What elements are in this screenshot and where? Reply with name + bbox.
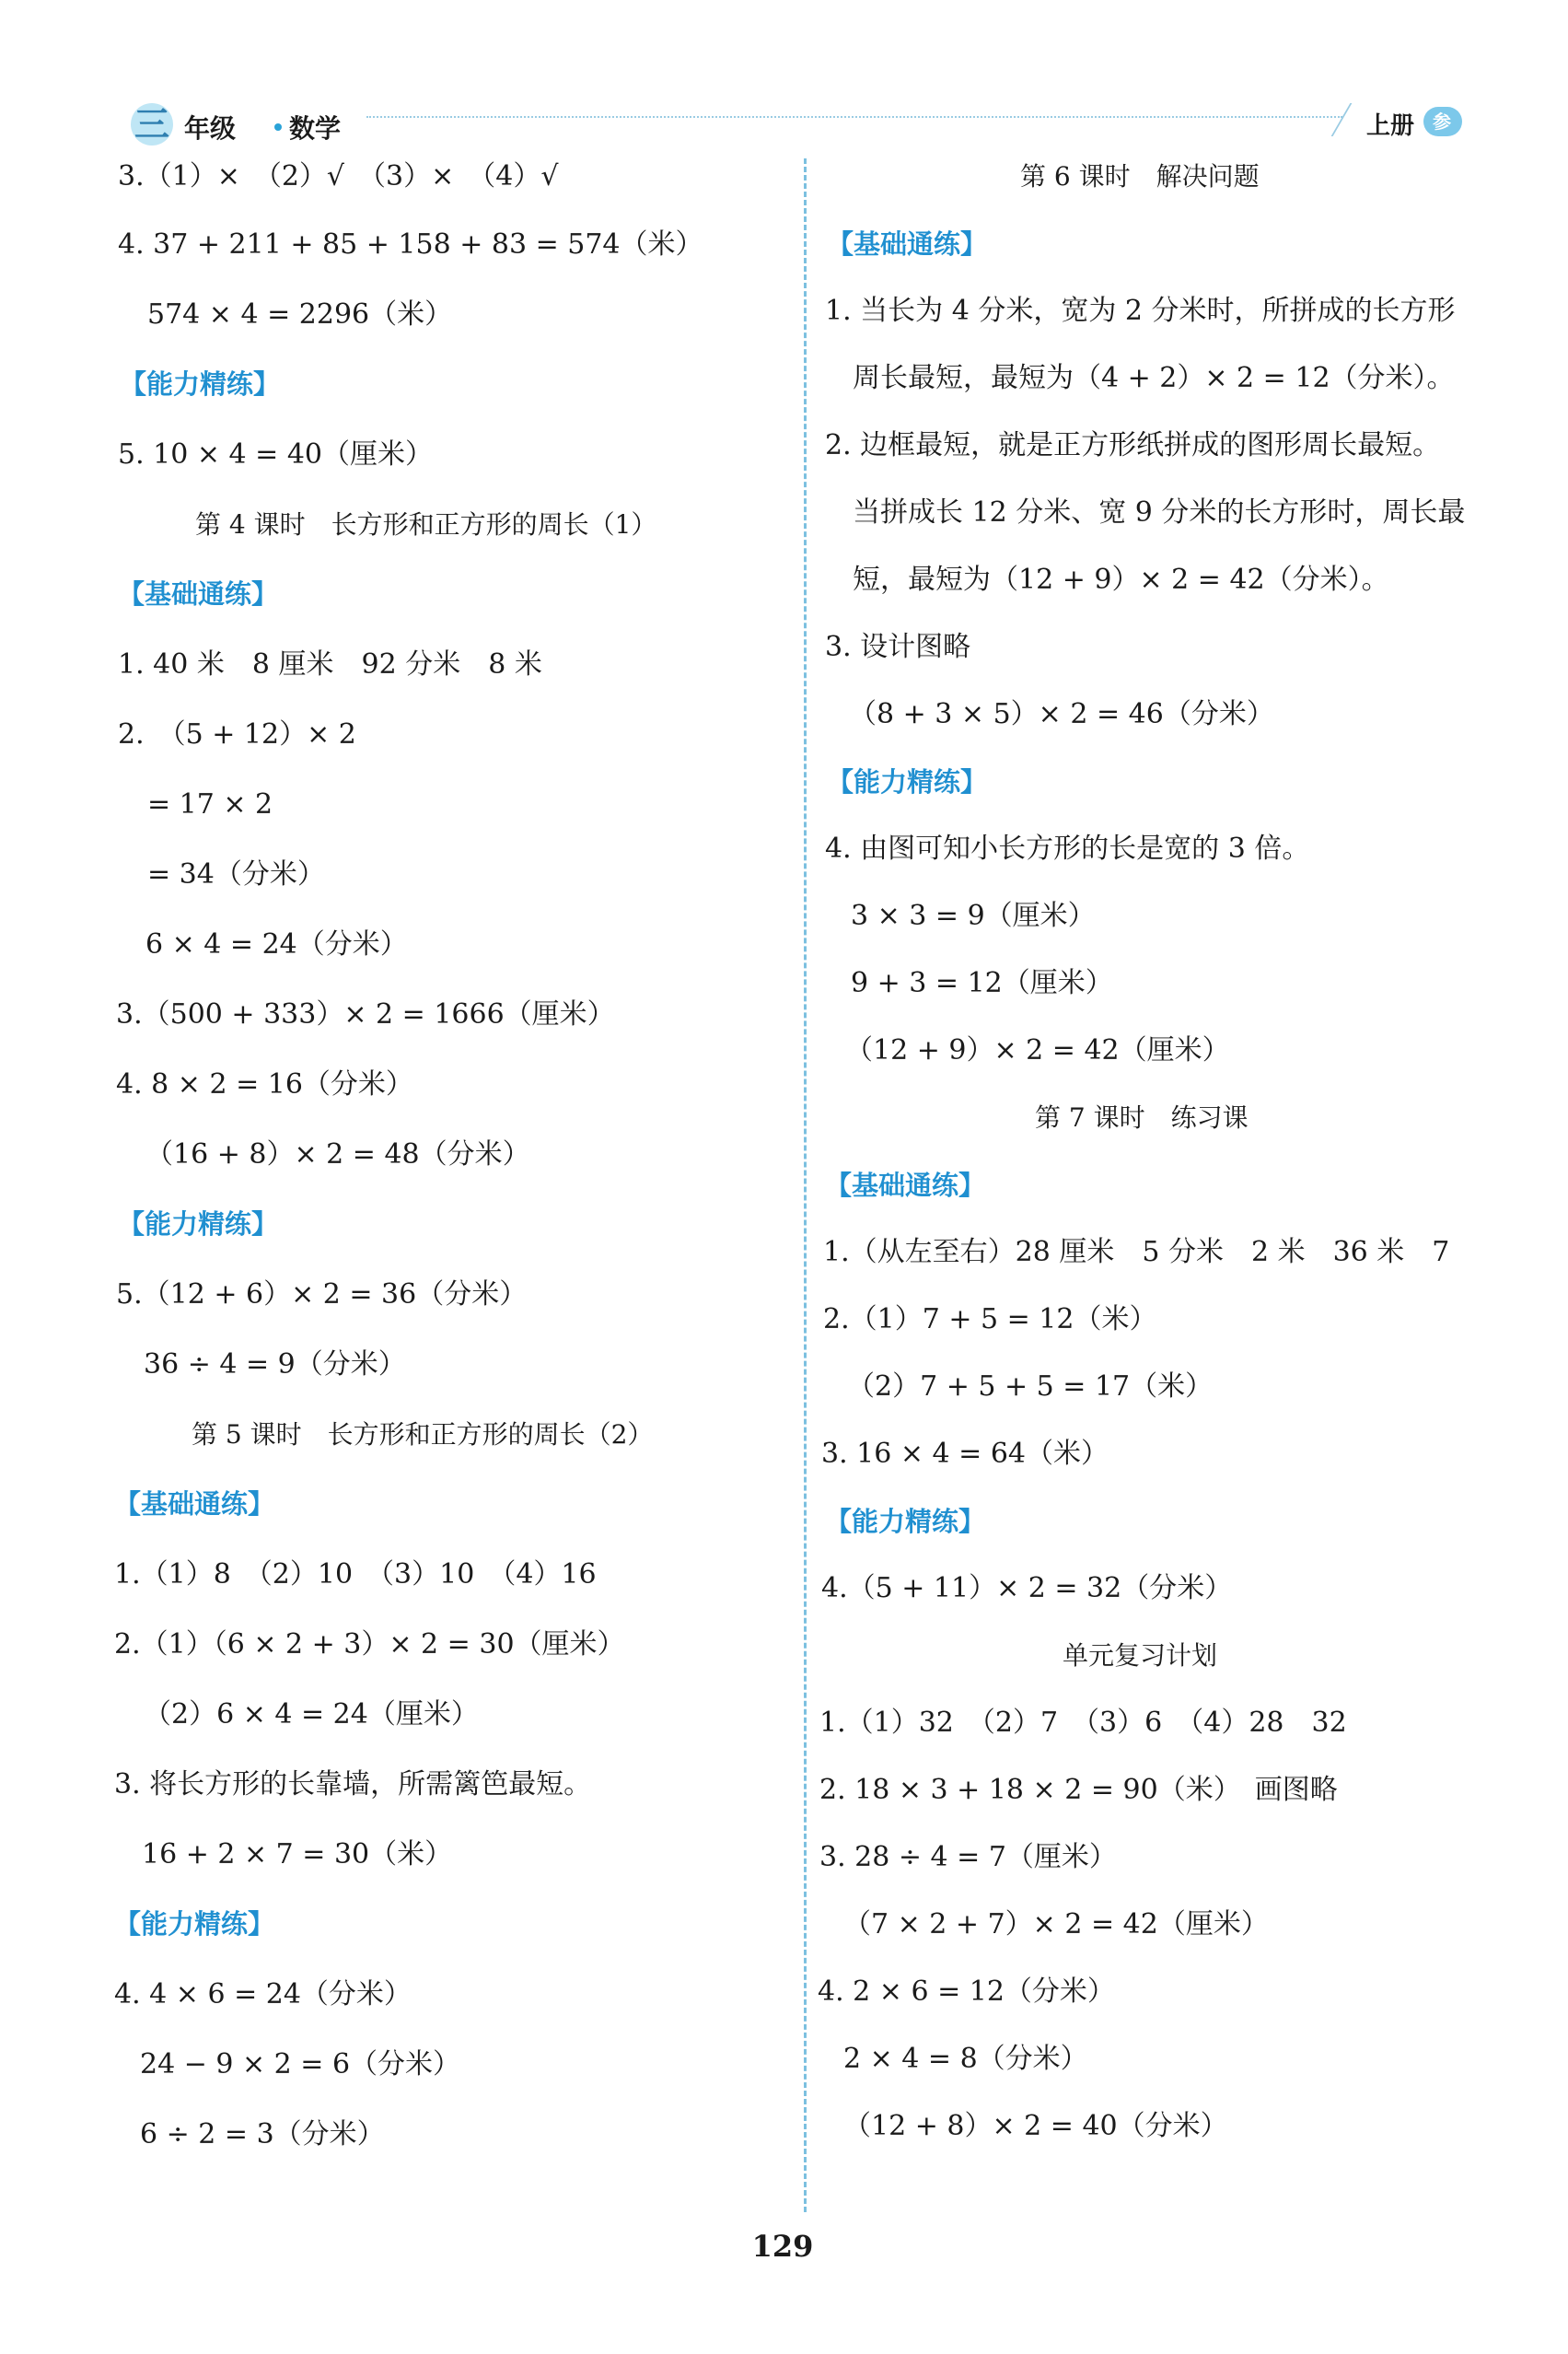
lesson-title: 第 5 课时 长方形和正方形的周长（2） [192,1419,654,1450]
answer-line: 2. 18 × 3 + 18 × 2 = 90（米） 画图略 [819,1774,1338,1806]
answer-line: 3. 16 × 4 = 64（米） [821,1438,1109,1470]
answer-line: 4. 8 × 2 = 16（分米） [116,1068,413,1101]
section-heading: 【基础通练】 [114,1488,275,1520]
answer-line: 1. 40 米 8 厘米 92 分米 8 米 [118,648,542,681]
subject-label: 数学 [289,113,342,144]
section-heading: 【能力精练】 [118,1208,279,1240]
answer-line: 5.（12 + 6）× 2 = 36（分米） [116,1278,528,1311]
answer-line: 1.（1）8 （2）10 （3）10 （4）16 [114,1558,597,1591]
page-number: 129 [751,2229,814,2264]
answer-line: 4.（5 + 11）× 2 = 32（分米） [821,1572,1233,1604]
answer-line: （16 + 8）× 2 = 48（分米） [145,1138,530,1171]
section-heading: 【基础通练】 [118,578,279,610]
separator-dot-icon [274,123,282,131]
section-heading: 【能力精练】 [825,1506,986,1537]
answer-line: 短，最短为（12 + 9）× 2 = 42（分米）。 [853,564,1389,596]
answer-line: 2.（1）（6 × 2 + 3）× 2 = 30（厘米） [114,1628,625,1661]
lesson-title: 第 7 课时 练习课 [1035,1102,1249,1133]
answer-line: 1.（1）32 （2）7 （3）6 （4）28 32 [819,1707,1347,1739]
grade-badge: 三 [131,103,173,146]
answer-line: = 34（分米） [147,858,325,891]
answer-line: 3 × 3 = 9（厘米） [851,900,1096,932]
section-heading: 【基础通练】 [825,1170,986,1201]
answer-line: 24 − 9 × 2 = 6（分米） [140,2048,461,2080]
answer-line: （12 + 9）× 2 = 42（厘米） [845,1034,1230,1066]
answer-line: 3. 28 ÷ 4 = 7（厘米） [819,1841,1117,1873]
answer-line: 3.（500 + 333）× 2 = 1666（厘米） [116,998,615,1031]
answer-line: 6 ÷ 2 = 3（分米） [140,2118,385,2150]
answer-line: 6 × 4 = 24（分米） [145,928,408,961]
section-heading: 【能力精练】 [827,766,988,798]
section-heading: 【基础通练】 [827,228,988,260]
answer-line: 5. 10 × 4 = 40（厘米） [118,438,434,471]
answer-line: （2）7 + 5 + 5 = 17（米） [847,1370,1214,1403]
answer-line: 16 + 2 × 7 = 30（米） [142,1838,453,1870]
answer-line: = 17 × 2 [147,788,273,821]
answer-line: 4. 由图可知小长方形的长是宽的 3 倍。 [825,833,1310,865]
volume-label: 上册 [1366,112,1415,140]
section-heading: 【能力精练】 [120,368,281,400]
column-divider [804,158,807,2212]
section-heading: 【能力精练】 [114,1908,275,1940]
answer-line: 1. 当长为 4 分米，宽为 2 分米时，所拼成的长方形 [825,295,1456,327]
grade-label: 年级 [184,113,237,144]
answer-line: 3.（1）× （2）√ （3）× （4）√ [118,160,559,192]
answer-line: 574 × 4 = 2296（米） [147,298,453,331]
answer-line: （7 × 2 + 7）× 2 = 42（厘米） [843,1908,1269,1940]
answer-line: 4. 4 × 6 = 24（分米） [114,1978,412,2010]
lesson-title: 单元复习计划 [1063,1640,1218,1671]
answer-line: （8 + 3 × 5）× 2 = 46（分米） [849,698,1274,730]
header-slash [1331,103,1353,136]
lesson-title: 第 4 课时 长方形和正方形的周长（1） [195,509,657,540]
answer-badge: 参考答案 [1423,107,1462,136]
answer-line: 周长最短，最短为（4 + 2）× 2 = 12（分米）。 [853,362,1455,394]
answer-line: （2）6 × 4 = 24（厘米） [144,1698,479,1731]
answer-line: 3. 将长方形的长靠墙，所需篱笆最短。 [114,1768,592,1800]
answer-line: 2 × 4 = 8（分米） [843,2043,1088,2075]
answer-line: 1.（从左至右）28 厘米 5 分米 2 米 36 米 7 [823,1236,1450,1268]
answer-line: 当拼成长 12 分米、宽 9 分米的长方形时，周长最 [853,496,1466,529]
answer-line: 4. 2 × 6 = 12（分米） [818,1975,1115,2008]
answer-line: 3. 设计图略 [825,631,971,663]
answer-line: 2. 边框最短，就是正方形纸拼成的图形周长最短。 [825,429,1441,461]
answer-line: 2.（1）7 + 5 = 12（米） [823,1303,1157,1335]
lesson-title: 第 6 课时 解决问题 [1020,161,1260,192]
answer-line: 4. 37 + 211 + 85 + 158 + 83 = 574（米） [118,228,703,261]
answer-line: 9 + 3 = 12（厘米） [851,967,1113,999]
header-rule [366,116,1342,118]
answer-line: 2. （5 + 12）× 2 [118,718,356,751]
answer-line: （12 + 8）× 2 = 40（分米） [843,2110,1228,2142]
answer-line: 36 ÷ 4 = 9（分米） [144,1348,406,1381]
